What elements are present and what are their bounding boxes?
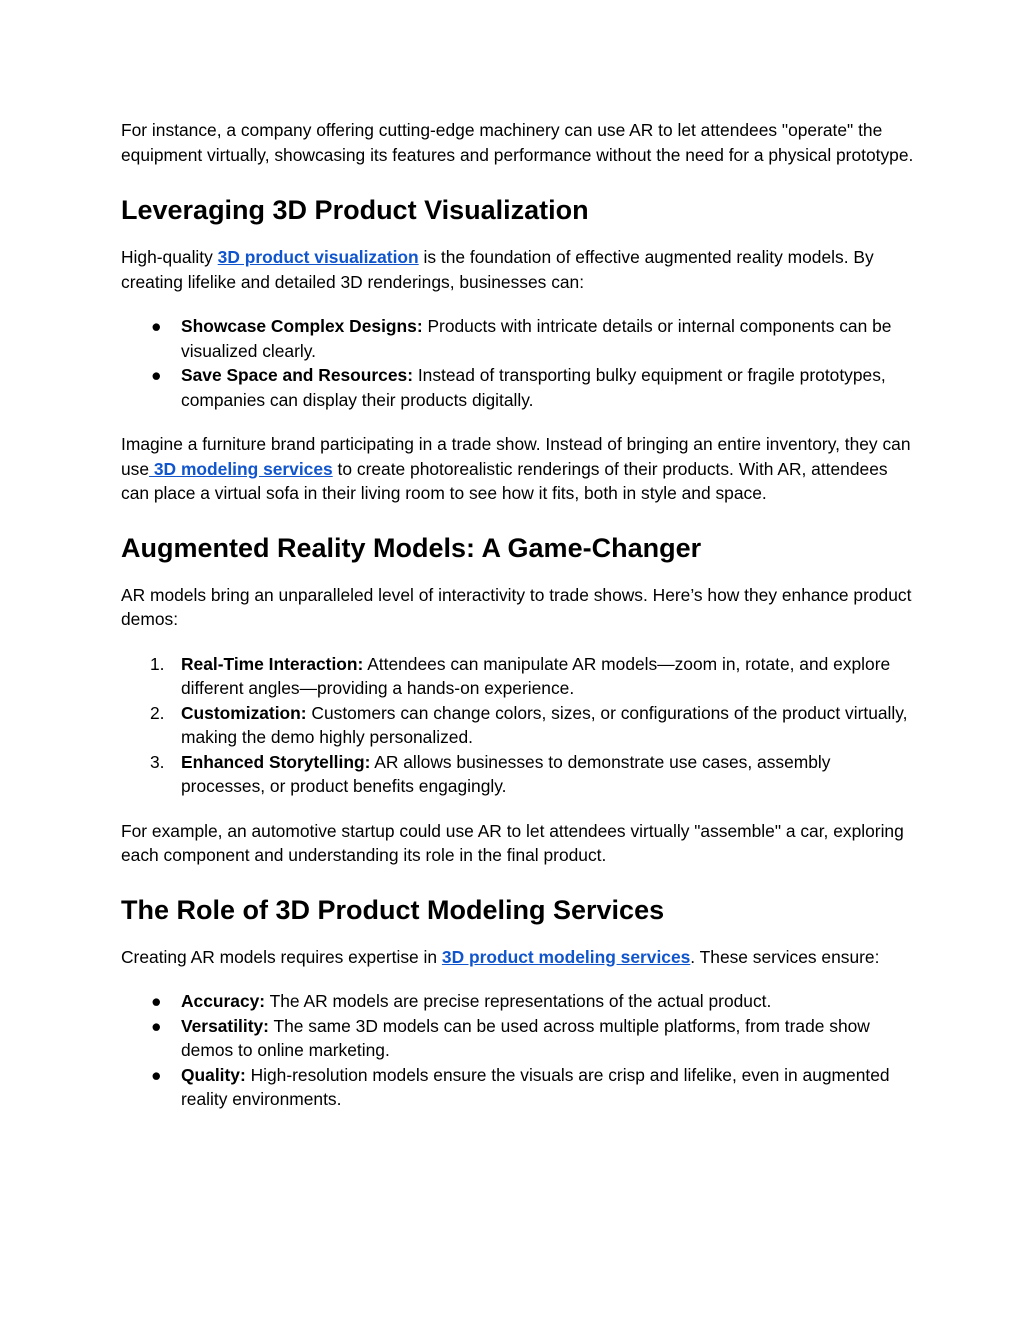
ar-models-paragraph: AR models bring an unparalleled level of interactivity to trade shows. Here’s how they enhance product demos: (121, 584, 912, 629)
section-heading-visualization: Leveraging 3D Product Visualization (121, 195, 589, 225)
list-number: 1. (150, 653, 165, 674)
link-3d-modeling-services[interactable]: 3D modeling services (149, 458, 333, 479)
paragraph-text: Creating AR models requires expertise in (121, 946, 442, 967)
list-item-term: Customization: (181, 702, 307, 723)
list-item-term: Accuracy: (181, 991, 266, 1011)
list-item (121, 1063, 914, 1112)
bullet-marker: ● (151, 1064, 162, 1085)
list-item-text: Instead of transporting bulky equipment or fragile prototypes, companies can display their products digitally. (181, 365, 886, 410)
paragraph-text: to create photorealistic renderings of their products. With AR, attendees can place a virtual sofa in their living room to see how it fits, both in style and space. (121, 458, 888, 503)
paragraph-text: High-quality (121, 247, 218, 267)
paragraph-text: is the foundation of effective augmented reality models. By creating lifelike and detailed 3D renderings, businesses can: (121, 247, 874, 292)
bullet-marker: ● (151, 316, 162, 336)
paragraph-text: . These services ensure: (690, 946, 880, 967)
list-item (121, 989, 914, 1014)
list-item-text: AR allows businesses to demonstrate use cases, assembly processes, or product benefits engagingly. (181, 751, 831, 796)
section-heading-modeling-services: The Role of 3D Product Modeling Services (121, 894, 665, 925)
list-item (121, 652, 914, 701)
list-item-text: The same 3D models can be used across multiple platforms, from trade show demos to online marketing. (181, 1015, 870, 1060)
automotive-example-paragraph: For example, an automotive startup could use AR to let attendees virtually "assemble" a car, exploring each component and understanding its role in the final product. (121, 820, 904, 865)
list-item-term: Versatility: (181, 1015, 269, 1036)
list-item-text: The AR models are precise representations of the actual product. (265, 991, 772, 1011)
list-number: 3. (150, 751, 165, 772)
list-item-term: Quality: (181, 1064, 246, 1085)
list-item-term: Real-Time Interaction: (181, 653, 364, 674)
bullet-marker: ● (151, 1015, 162, 1036)
list-item-text: Products with intricate details or internal components can be visualized clearly. (181, 316, 892, 361)
section-heading-ar-models: Augmented Reality Models: A Game-Changer (121, 532, 702, 563)
list-item-text: High-resolution models ensure the visuals are crisp and lifelike, even in augmented reality environments. (181, 1064, 890, 1109)
link-3d-product-visualization[interactable]: 3D product visualization (217, 247, 419, 267)
list-item-term: Enhanced Storytelling: (181, 751, 371, 772)
visualization-paragraph (121, 245, 914, 294)
list-item (121, 314, 914, 363)
list-item (121, 750, 914, 799)
modeling-services-paragraph (121, 945, 914, 970)
list-item-text: Attendees can manipulate AR models—zoom in, rotate, and explore different angles—providing a hands-on experience. (181, 653, 891, 698)
list-item-term: Save Space and Resources: (181, 365, 413, 385)
intro-paragraph: For instance, a company offering cutting-edge machinery can use AR to let attendees "operate" the equipment virtually, showcasing its features and performance without the need for a physical prototype. (121, 120, 914, 165)
list-item-text: Customers can change colors, sizes, or configurations of the product virtually, making the demo highly personalized. (181, 702, 908, 747)
link-3d-product-modeling-services[interactable]: 3D product modeling services (441, 946, 691, 967)
benefits-bullet-list (121, 314, 914, 412)
list-item (121, 1014, 914, 1063)
bullet-marker: ● (151, 991, 162, 1011)
services-bullet-list (121, 989, 914, 1112)
paragraph-text: Imagine a furniture brand participating in a trade show. Instead of bringing an entire inventory, they can use (121, 434, 911, 479)
list-item-term: Showcase Complex Designs: (181, 316, 423, 336)
list-item (121, 363, 914, 412)
list-item (121, 701, 914, 750)
enhancements-numbered-list (121, 652, 914, 799)
list-number: 2. (150, 702, 165, 723)
bullet-marker: ● (151, 365, 162, 385)
furniture-example-paragraph (121, 432, 914, 506)
